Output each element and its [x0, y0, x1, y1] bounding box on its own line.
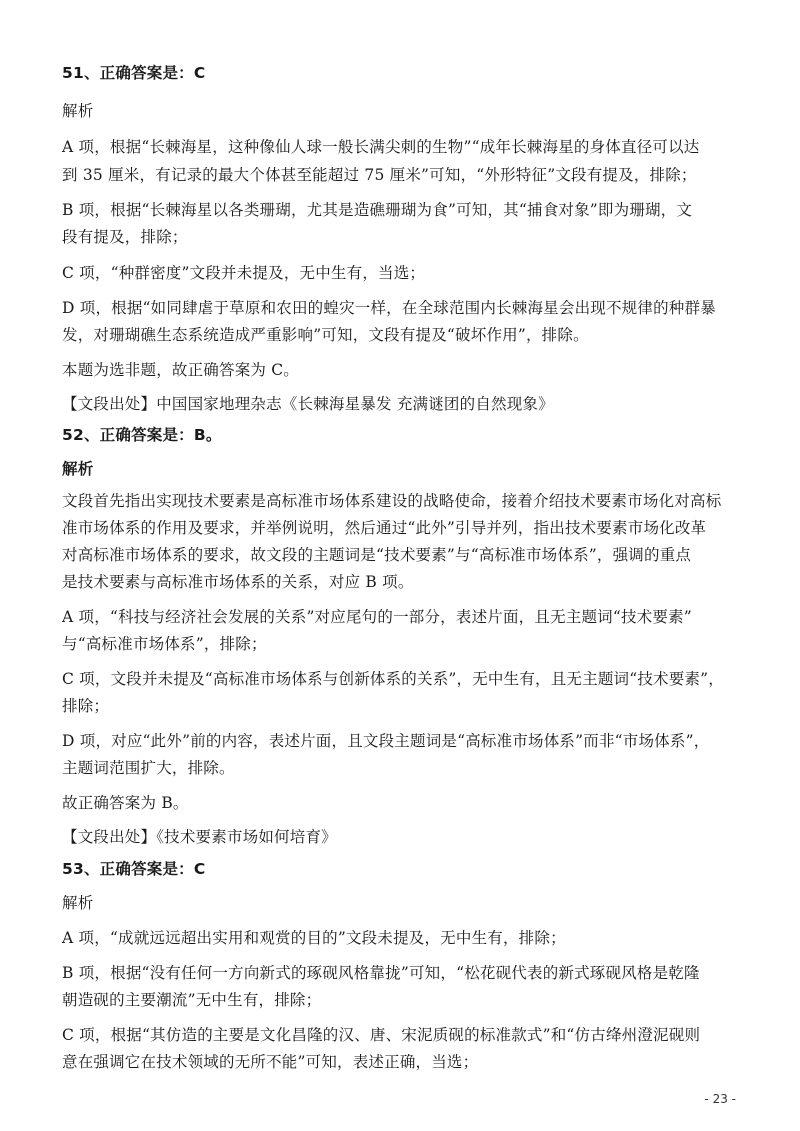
q51-analysis-label: 解析 [62, 102, 94, 120]
q52-option-c-line1: C 项，文段并未提及“高标准市场体系与创新体系的关系”，无中生有，且无主题词“技术要素”， [62, 670, 724, 688]
q52-conclusion: 故正确答案为 B。 [62, 794, 189, 812]
q51-heading: 51、正确答案是：C [62, 64, 206, 82]
q52-option-a-line2: 与“高标准市场体系”，排除； [62, 635, 267, 653]
q51-source: 【文段出处】中国国家地理杂志《长棘海星暴发 充满谜团的自然现象》 [62, 395, 554, 413]
q52-paragraph-line3: 对高标准市场体系的要求，故文段的主题词是“技术要素”与“高标准市场体系”，强调的重点 [62, 546, 692, 564]
q52-heading: 52、正确答案是：B。 [62, 426, 222, 444]
q52-option-d-line2: 主题词范围扩大，排除。 [62, 759, 235, 777]
q53-option-b-line2: 朝造砚的主要潮流”无中生有，排除； [62, 991, 322, 1009]
q52-option-a-line1: A 项，“科技与经济社会发展的关系”对应尾句的一部分，表述片面，且无主题词“技术要素” [62, 608, 692, 626]
q52-paragraph-line1: 文段首先指出实现技术要素是高标准市场体系建设的战略使命，接着介绍技术要素市场化对高标 [62, 492, 722, 510]
q51-option-d-line1: D 项，根据“如同肆虐于草原和农田的蝗灾一样，在全球范围内长棘海星会出现不规律的种群暴 [62, 299, 716, 317]
q53-option-a: A 项，“成就远远超出实用和观赏的目的”文段未提及，无中生有，排除； [62, 929, 566, 947]
q53-analysis-label: 解析 [62, 894, 94, 912]
q51-option-a-line1: A 项，根据“长棘海星，这种像仙人球一般长满尖刺的生物”“成年长棘海星的身体直径可以达 [62, 138, 700, 156]
q53-option-c-line1: C 项，根据“其仿造的主要是文化昌隆的汉、唐、宋泥质砚的标准款式”和“仿古绛州澄泥砚则 [62, 1026, 701, 1044]
q52-analysis-label: 解析 [62, 460, 94, 478]
q51-option-b-line1: B 项，根据“长棘海星以各类珊瑚，尤其是造礁珊瑚为食”可知，其“捕食对象”即为珊瑚，文 [62, 201, 693, 219]
q52-paragraph-line2: 准市场体系的作用及要求，并举例说明，然后通过“此外”引导并列，指出技术要素市场化改革 [62, 519, 707, 537]
q53-option-c-line2: 意在强调它在技术领域的无所不能”可知，表述正确，当选； [62, 1053, 479, 1071]
q52-option-c-line2: 排除； [62, 697, 110, 715]
q52-option-d-line1: D 项，对应“此外”前的内容，表述片面，且文段主题词是“高标准市场体系”而非“市场体系”， [62, 732, 710, 750]
q51-option-a-line2: 到 35 厘米，有记录的最大个体甚至能超过 75 厘米”可知，“外形特征”文段有提及，排除； [62, 166, 697, 184]
q51-option-b-line2: 段有提及，排除； [62, 228, 188, 246]
q53-option-b-line1: B 项，根据“没有任何一方向新式的琢砚风格靠拢”可知，“松花砚代表的新式琢砚风格是乾隆 [62, 964, 700, 982]
q52-paragraph-line4: 是技术要素与高标准市场体系的关系，对应 B 项。 [62, 573, 414, 591]
q53-heading: 53、正确答案是：C [62, 860, 206, 878]
q51-option-c: C 项，“种群密度”文段并未提及，无中生有，当选； [62, 264, 426, 282]
q51-conclusion: 本题为选非题，故正确答案为 C。 [62, 361, 299, 379]
q52-source: 【文段出处】《技术要素市场如何培育》 [62, 828, 337, 846]
q51-option-d-line2: 发，对珊瑚礁生态系统造成严重影响”可知，文段有提及“破坏作用”，排除。 [62, 326, 589, 344]
page-number: - 23 - [704, 1092, 736, 1106]
